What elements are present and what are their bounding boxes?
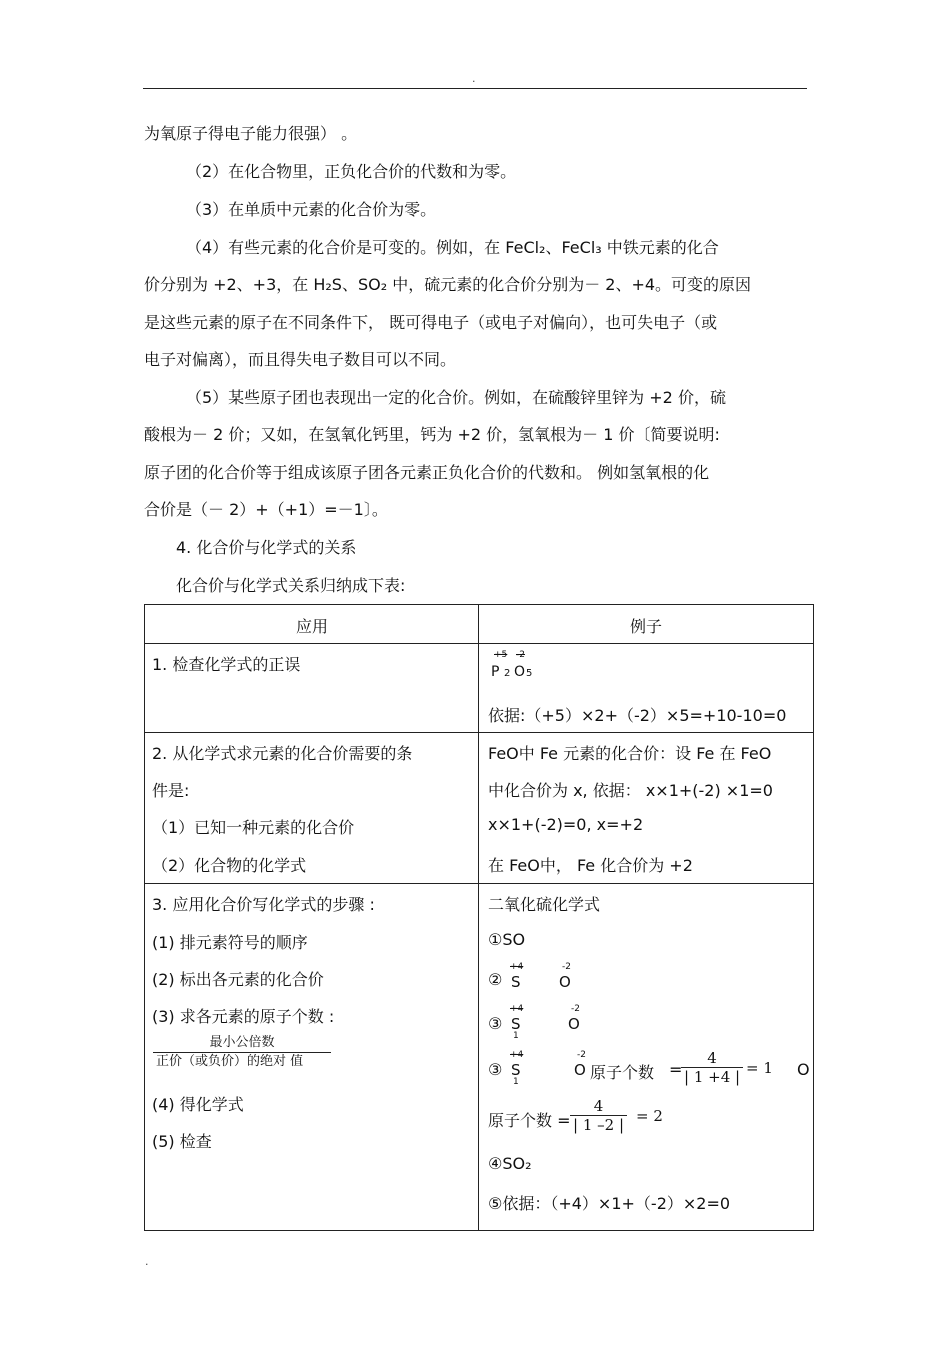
- paragraph-4d: 电子对偏离），而且得失电子数目可以不同。: [144, 350, 457, 369]
- header-application-text: 应用: [295, 617, 328, 636]
- row2-right-4: 在 FeO中， Fe 化合价为 +2: [488, 856, 693, 875]
- paragraph-4a: （4）有些元素的化合价是可变的。例如，在 FeCl₂、FeCl₃ 中铁元素的化合: [186, 238, 719, 257]
- atoms-label-2: 原子个数 =: [488, 1111, 571, 1130]
- row3-left-2: (1) 排元素符号的顺序: [152, 933, 308, 952]
- header-dot: .: [472, 72, 476, 85]
- table-row: [145, 733, 814, 884]
- table-header-application: [145, 605, 479, 644]
- step-3-mark: ③: [488, 1014, 503, 1033]
- valence-o: -2: [516, 650, 525, 660]
- step-3b-mark: ③: [488, 1060, 503, 1079]
- formula-denominator: 正价（或负价）的绝对 值: [153, 1052, 331, 1071]
- step3-val-o: -2: [571, 1004, 580, 1014]
- valence-p: +5: [494, 650, 508, 660]
- row1-left: 1. 检查化学式的正误: [152, 655, 301, 674]
- atom-count-formula: [153, 1034, 331, 1071]
- row3-left-1: 3. 应用化合价写化学式的步骤 :: [152, 895, 375, 914]
- row3-left-6: (5) 检查: [152, 1132, 212, 1151]
- step3-s: S: [511, 1015, 521, 1033]
- step3b-one: 1: [513, 1077, 519, 1087]
- paragraph-5d: 合价是（－ 2）+（+1）=－1〕。: [144, 500, 388, 519]
- row3-left-5: (4) 得化学式: [152, 1095, 244, 1114]
- header-rule: [143, 88, 807, 89]
- o-atom-fraction: [570, 1097, 627, 1134]
- s-fraction-den: | 1 +4 |: [681, 1067, 743, 1086]
- step2-val-s: +4: [510, 962, 524, 972]
- step-2-mark: ②: [488, 970, 503, 989]
- row2-left-2: 件是:: [152, 781, 190, 800]
- paragraph-2: （2）在化合物里，正负化合价的代数和为零。: [186, 162, 517, 181]
- table-row: [145, 644, 814, 733]
- step2-s: S: [511, 973, 521, 991]
- s-fraction-num: 4: [707, 1049, 717, 1067]
- paragraph-1: 为氧原子得电子能力很强） 。: [144, 124, 358, 143]
- row3-left-4: (3) 求各元素的原子个数 :: [152, 1007, 335, 1026]
- row3-right-title: 二氧化硫化学式: [488, 895, 601, 914]
- header-example-text: 例子: [629, 617, 662, 636]
- formula-o: O: [514, 664, 526, 680]
- step-1: ①SO: [488, 930, 526, 949]
- atoms-label: 原子个数: [590, 1063, 655, 1082]
- o-fraction-result: = 2: [636, 1107, 663, 1125]
- s-fraction-result: = 1: [746, 1059, 773, 1077]
- step2-o: O: [559, 973, 571, 991]
- s-atom-fraction: [681, 1049, 743, 1086]
- formula-p: P: [491, 664, 500, 680]
- row2-right-3: x×1+(-2)=0, x=+2: [488, 815, 644, 834]
- row2-left-3: （1）已知一种元素的化合价: [152, 818, 355, 837]
- o-fraction-den: | 1 –2 |: [570, 1115, 627, 1134]
- table-header-example: [479, 605, 814, 644]
- paragraph-4b: 价分别为 +2、+3，在 H₂S、SO₂ 中，硫元素的化合价分别为－ 2、+4。可变的原因: [144, 275, 752, 294]
- valence-table: [144, 604, 814, 1231]
- paragraph-5a: （5）某些原子团也表现出一定的化合价。例如，在硫酸锌里锌为 +2 价，硫: [186, 388, 726, 407]
- tail-o: O: [797, 1060, 810, 1079]
- step3b-val-o: -2: [577, 1050, 586, 1060]
- section-4-heading: 4. 化合价与化学式的关系: [176, 538, 357, 557]
- step-4: ④SO₂: [488, 1154, 532, 1173]
- row2-left-1: 2. 从化学式求元素的化合价需要的条: [152, 744, 413, 763]
- formula-p-sub: 2: [504, 668, 511, 679]
- row3-left-3: (2) 标出各元素的化合价: [152, 970, 324, 989]
- o-fraction-num: 4: [593, 1097, 604, 1115]
- formula-numerator: 最小公倍数: [209, 1035, 275, 1050]
- paragraph-5c: 原子团的化合价等于组成该原子团各元素正负化合价的代数和。 例如氢氧根的化: [144, 463, 710, 482]
- formula-o-sub: 5: [526, 668, 533, 679]
- step3-one: 1: [513, 1031, 519, 1041]
- step3b-val-s: +4: [510, 1050, 524, 1060]
- step3b-o: O: [574, 1061, 586, 1079]
- step2-val-o: -2: [562, 962, 571, 972]
- paragraph-3: （3）在单质中元素的化合价为零。: [186, 200, 437, 219]
- step3-val-s: +4: [510, 1004, 524, 1014]
- paragraph-5b: 酸根为－ 2 价；又如，在氢氧化钙里，钙为 +2 价，氢氧根为－ 1 价〔简要说明:: [144, 425, 720, 444]
- step-5: ⑤依据：（+4）×1+（-2）×2=0: [488, 1194, 731, 1213]
- footer-dot: .: [145, 1255, 149, 1268]
- row2-left-4: （2）化合物的化学式: [152, 856, 307, 875]
- step3b-s: S: [511, 1061, 521, 1079]
- section-4-intro: 化合价与化学式关系归纳成下表:: [176, 576, 406, 595]
- paragraph-4c: 是这些元素的原子在不同条件下， 既可得电子（或电子对偏向），也可失电子（或: [144, 313, 718, 332]
- table-row: 3. 应用化合价写化学式的步骤 : (1) 排元素符号的顺序 (2) 标出各元素的化合价 (3) 求各元素的原子个数 : 最小公倍数 正价（或负价）的绝对 值 (4) 得化学式 (5) 检查 二氧化硫化学式 ①SO ② +4 S -2 O ③ +4 S 1 -2 O ③ +4 S 1 -2 O 原子个数 = $\frac{4}{| 1 +4 |}$ = 1 O 原子个数 = $\frac{4}{| 1 -2 |}$ = 2 ④SO₂ ⑤依据：（+4）×1+（-2）×2=0: [145, 884, 814, 1231]
- row2-right-1: FeO中 Fe 元素的化合价：设 Fe 在 FeO: [488, 744, 772, 763]
- row1-basis: 依据:（+5）×2+（-2）×5=+10-10=0: [488, 706, 787, 725]
- step3-o: O: [568, 1015, 580, 1033]
- row2-right-2: 中化合价为 x, 依据： x×1+(-2) ×1=0: [488, 781, 773, 800]
